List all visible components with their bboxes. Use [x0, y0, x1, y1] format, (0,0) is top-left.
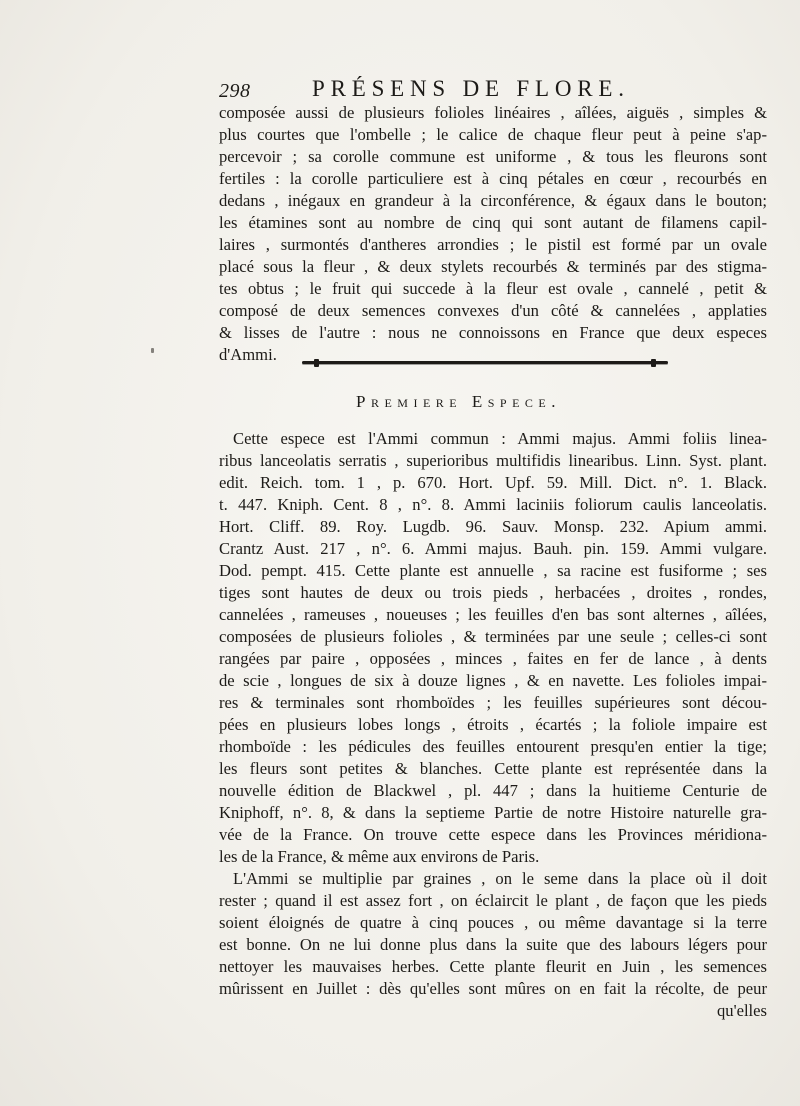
text-line: rangées par paire , opposées , minces , faites en fer de lance , à dents: [219, 649, 767, 668]
page-header: [219, 76, 767, 102]
text-line: composées de plusieurs folioles , & terminées par une seule ; celles-ci sont: [219, 627, 767, 646]
text-line: rhomboïde : les pédicules des feuilles entourent presqu'en entier la tige;: [219, 737, 767, 756]
text-line: percevoir ; sa corolle commune est uniforme , & tous les fleurons sont: [219, 147, 767, 166]
text-line: laires , surmontés d'antheres arrondies ; le pistil est formé par un ovale: [219, 235, 767, 254]
catchword: qu'elles: [717, 1001, 767, 1020]
text-line: t. 447. Kniph. Cent. 8 , n°. 8. Ammi laciniis foliorum caulis lanceolatis.: [219, 495, 767, 514]
text-line: rester ; quand il est assez fort , on éclaircit le plant , de façon que les pieds: [219, 891, 767, 910]
divider-end-mark: [314, 359, 319, 367]
text-line: Kniphoff, n°. 8, & dans la septieme Partie de notre Histoire naturelle gra-: [219, 803, 767, 822]
section-divider: [302, 359, 668, 368]
running-head: PRÉSENS DE FLORE.: [312, 76, 630, 101]
text-line: composée aussi de plusieurs folioles linéaires , aîlées, aiguës , simples &: [219, 103, 767, 122]
text-line: plus courtes que l'ombelle ; le calice de chaque fleur peut à peine s'ap-: [219, 125, 767, 144]
text-line: edit. Reich. tom. 1 , p. 670. Hort. Upf. 59. Mill. Dict. n°. 1. Black.: [219, 473, 767, 492]
divider-rule: [302, 361, 668, 364]
text-line: cannelées , rameuses , noueuses ; les feuilles d'en bas sont alternes , aîlées,: [219, 605, 767, 624]
text-line: composé de deux semences convexes d'un côté & cannelées , applaties: [219, 301, 767, 320]
text-line: les de la France, & même aux environs de Paris.: [219, 847, 540, 866]
text-line: nouvelle édition de Blackwel , pl. 447 ; dans la huitieme Centurie de: [219, 781, 767, 800]
text-line: nettoyer les mauvaises herbes. Cette plante fleurit en Juin , les semences: [219, 957, 767, 976]
section-heading: Premiere Espece.: [356, 392, 562, 411]
page-number: 298: [219, 80, 251, 102]
divider-end-mark: [651, 359, 656, 367]
text-line: d'Ammi.: [219, 345, 277, 364]
text-line: placé sous la fleur , & deux stylets recourbés & terminés par des stigma-: [219, 257, 767, 276]
text-line: Dod. pempt. 415. Cette plante est annuelle , sa racine est fusiforme ; ses: [219, 561, 767, 580]
text-line: Hort. Cliff. 89. Roy. Lugdb. 96. Sauv. Monsp. 232. Apium ammi.: [219, 517, 767, 536]
text-line: res & terminales sont rhomboïdes ; les feuilles supérieures sont décou-: [219, 693, 767, 712]
text-line: est bonne. On ne lui donne plus dans la suite que des labours légers pour: [219, 935, 767, 954]
text-line: ribus lanceolatis serratis , superioribus multifidis linearibus. Linn. Syst. plant.: [219, 451, 767, 470]
text-line: tiges sont hautes de deux ou trois pieds , herbacées , droites , rondes,: [219, 583, 767, 602]
text-line: Crantz Aust. 217 , n°. 6. Ammi majus. Bauh. pin. 159. Ammi vulgare.: [219, 539, 767, 558]
text-line: Cette espece est l'Ammi commun : Ammi majus. Ammi foliis linea-: [233, 429, 767, 448]
text-line: les fleurs sont petites & blanches. Cette plante est représentée dans la: [219, 759, 767, 778]
text-line: L'Ammi se multiplie par graines , on le seme dans la place où il doit: [233, 869, 767, 888]
text-line: de scie , longues de six à douze lignes , & en navette. Les folioles impai-: [219, 671, 767, 690]
text-line: dedans , inégaux en grandeur à la circonférence, & égaux dans le bouton;: [219, 191, 767, 210]
text-line: & lisses de l'autre : nous ne connoissons en France que deux especes: [219, 323, 767, 342]
text-line: les étamines sont au nombre de cinq qui sont autant de filamens capil-: [219, 213, 767, 232]
text-line: vée de la France. On trouve cette espece dans les Provinces méridiona-: [219, 825, 767, 844]
text-line: mûrissent en Juillet : dès qu'elles sont mûres on en fait la récolte, de peur: [219, 979, 767, 998]
text-line: tes obtus ; le fruit qui succede à la fleur est ovale , cannelé , petit &: [219, 279, 767, 298]
text-line: soient éloignés de quatre à cinq pouces , ou même davantage si la terre: [219, 913, 767, 932]
text-line: fertiles : la corolle particuliere est à cinq pétales en cœur , recourbés en: [219, 169, 767, 188]
text-line: pées en plusieurs lobes longs , étroits , écartés ; la foliole impaire est: [219, 715, 767, 734]
margin-mark: [151, 348, 154, 353]
